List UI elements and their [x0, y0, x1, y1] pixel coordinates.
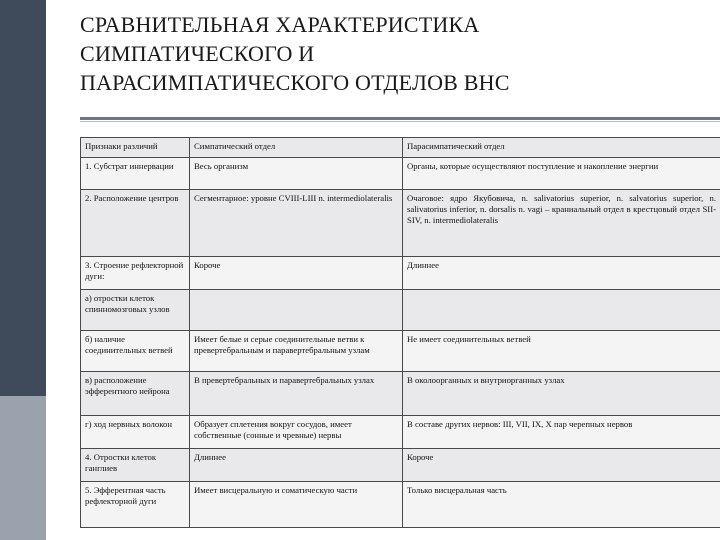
table-row	[81, 331, 720, 372]
criteria-cell: в) расположение эфферентного нейрона	[81, 372, 190, 416]
title-line-1: СРАВНИТЕЛЬНАЯ ХАРАКТЕРИСТИКА	[80, 12, 480, 37]
header-cell-criteria: Признаки различий	[81, 138, 190, 158]
title-line-3: ПАРАСИМПАТИЧЕСКОГО ОТДЕЛОВ ВНС	[80, 70, 510, 95]
table-row	[81, 416, 720, 449]
parasympathetic-cell: В околоорганных и внутриорганных узлах	[403, 372, 720, 416]
sympathetic-cell: Образует сплетения вокруг сосудов, имеет собственные (сонные и чревные) нервы	[190, 416, 403, 449]
sympathetic-cell: В превертебральных и паравертебральных узлах	[190, 372, 403, 416]
sympathetic-cell: Сегментарное: уровне CVIII-LIII n. intermediolateralis	[190, 190, 403, 257]
parasympathetic-cell: Только висцеральная часть	[403, 482, 720, 528]
parasympathetic-cell: Короче	[403, 449, 720, 482]
criteria-cell: 1. Субстрат иннервации	[81, 158, 190, 190]
left-accent-bar-light	[0, 396, 46, 540]
comparison-table	[80, 137, 720, 528]
table-row	[81, 482, 720, 528]
table-header-row	[81, 138, 720, 158]
parasympathetic-cell: Очаговое: ядро Якубовича, n. salivatorius superior, n. salvatorius superior, n. salivatorius inferior, n. dorsalis n. vagi – краниальный отдел в крестцовый отдел SII-SIV, n. intermediolateralis	[403, 190, 720, 257]
criteria-cell: 3. Строение рефлекторной дуги:	[81, 257, 190, 290]
table-row	[81, 449, 720, 482]
sympathetic-cell: Короче	[190, 257, 403, 290]
table-row	[81, 290, 720, 331]
title-divider	[80, 117, 720, 120]
sympathetic-cell: Имеет висцеральную и соматическую части	[190, 482, 403, 528]
criteria-cell: а) отростки клеток спинномозговых узлов	[81, 290, 190, 331]
table-row	[81, 190, 720, 257]
title-line-2: СИМПАТИЧЕСКОГО И	[80, 41, 315, 66]
table-row	[81, 372, 720, 416]
criteria-cell: г) ход нервных волокон	[81, 416, 190, 449]
table-row	[81, 257, 720, 290]
parasympathetic-cell: Органы, которые осуществляют поступление и накопление энергии	[403, 158, 720, 190]
criteria-cell: 5. Эфферентная часть рефлекторной дуги	[81, 482, 190, 528]
title-divider-thin	[80, 121, 720, 122]
sympathetic-cell: Имеет белые и серые соединительные ветви к превертебральным и паравертебральным узлам	[190, 331, 403, 372]
table-row	[81, 158, 720, 190]
parasympathetic-cell: В составе других нервов: III, VII, IX, X пар черепных нервов	[403, 416, 720, 449]
sympathetic-cell: Длиннее	[190, 449, 403, 482]
criteria-cell: б) наличие соединительных ветвей	[81, 331, 190, 372]
header-cell-sympathetic: Симпатический отдел	[190, 138, 403, 158]
parasympathetic-cell: Длиннее	[403, 257, 720, 290]
header-cell-parasympathetic: Парасимпатический отдел	[403, 138, 720, 158]
criteria-cell: 2. Расположение центров	[81, 190, 190, 257]
slide-title	[80, 10, 700, 97]
sympathetic-cell	[190, 290, 403, 331]
parasympathetic-cell	[403, 290, 720, 331]
parasympathetic-cell: Не имеет соединительных ветвей	[403, 331, 720, 372]
criteria-cell: 4. Отростки клеток ганглиев	[81, 449, 190, 482]
sympathetic-cell: Весь организм	[190, 158, 403, 190]
